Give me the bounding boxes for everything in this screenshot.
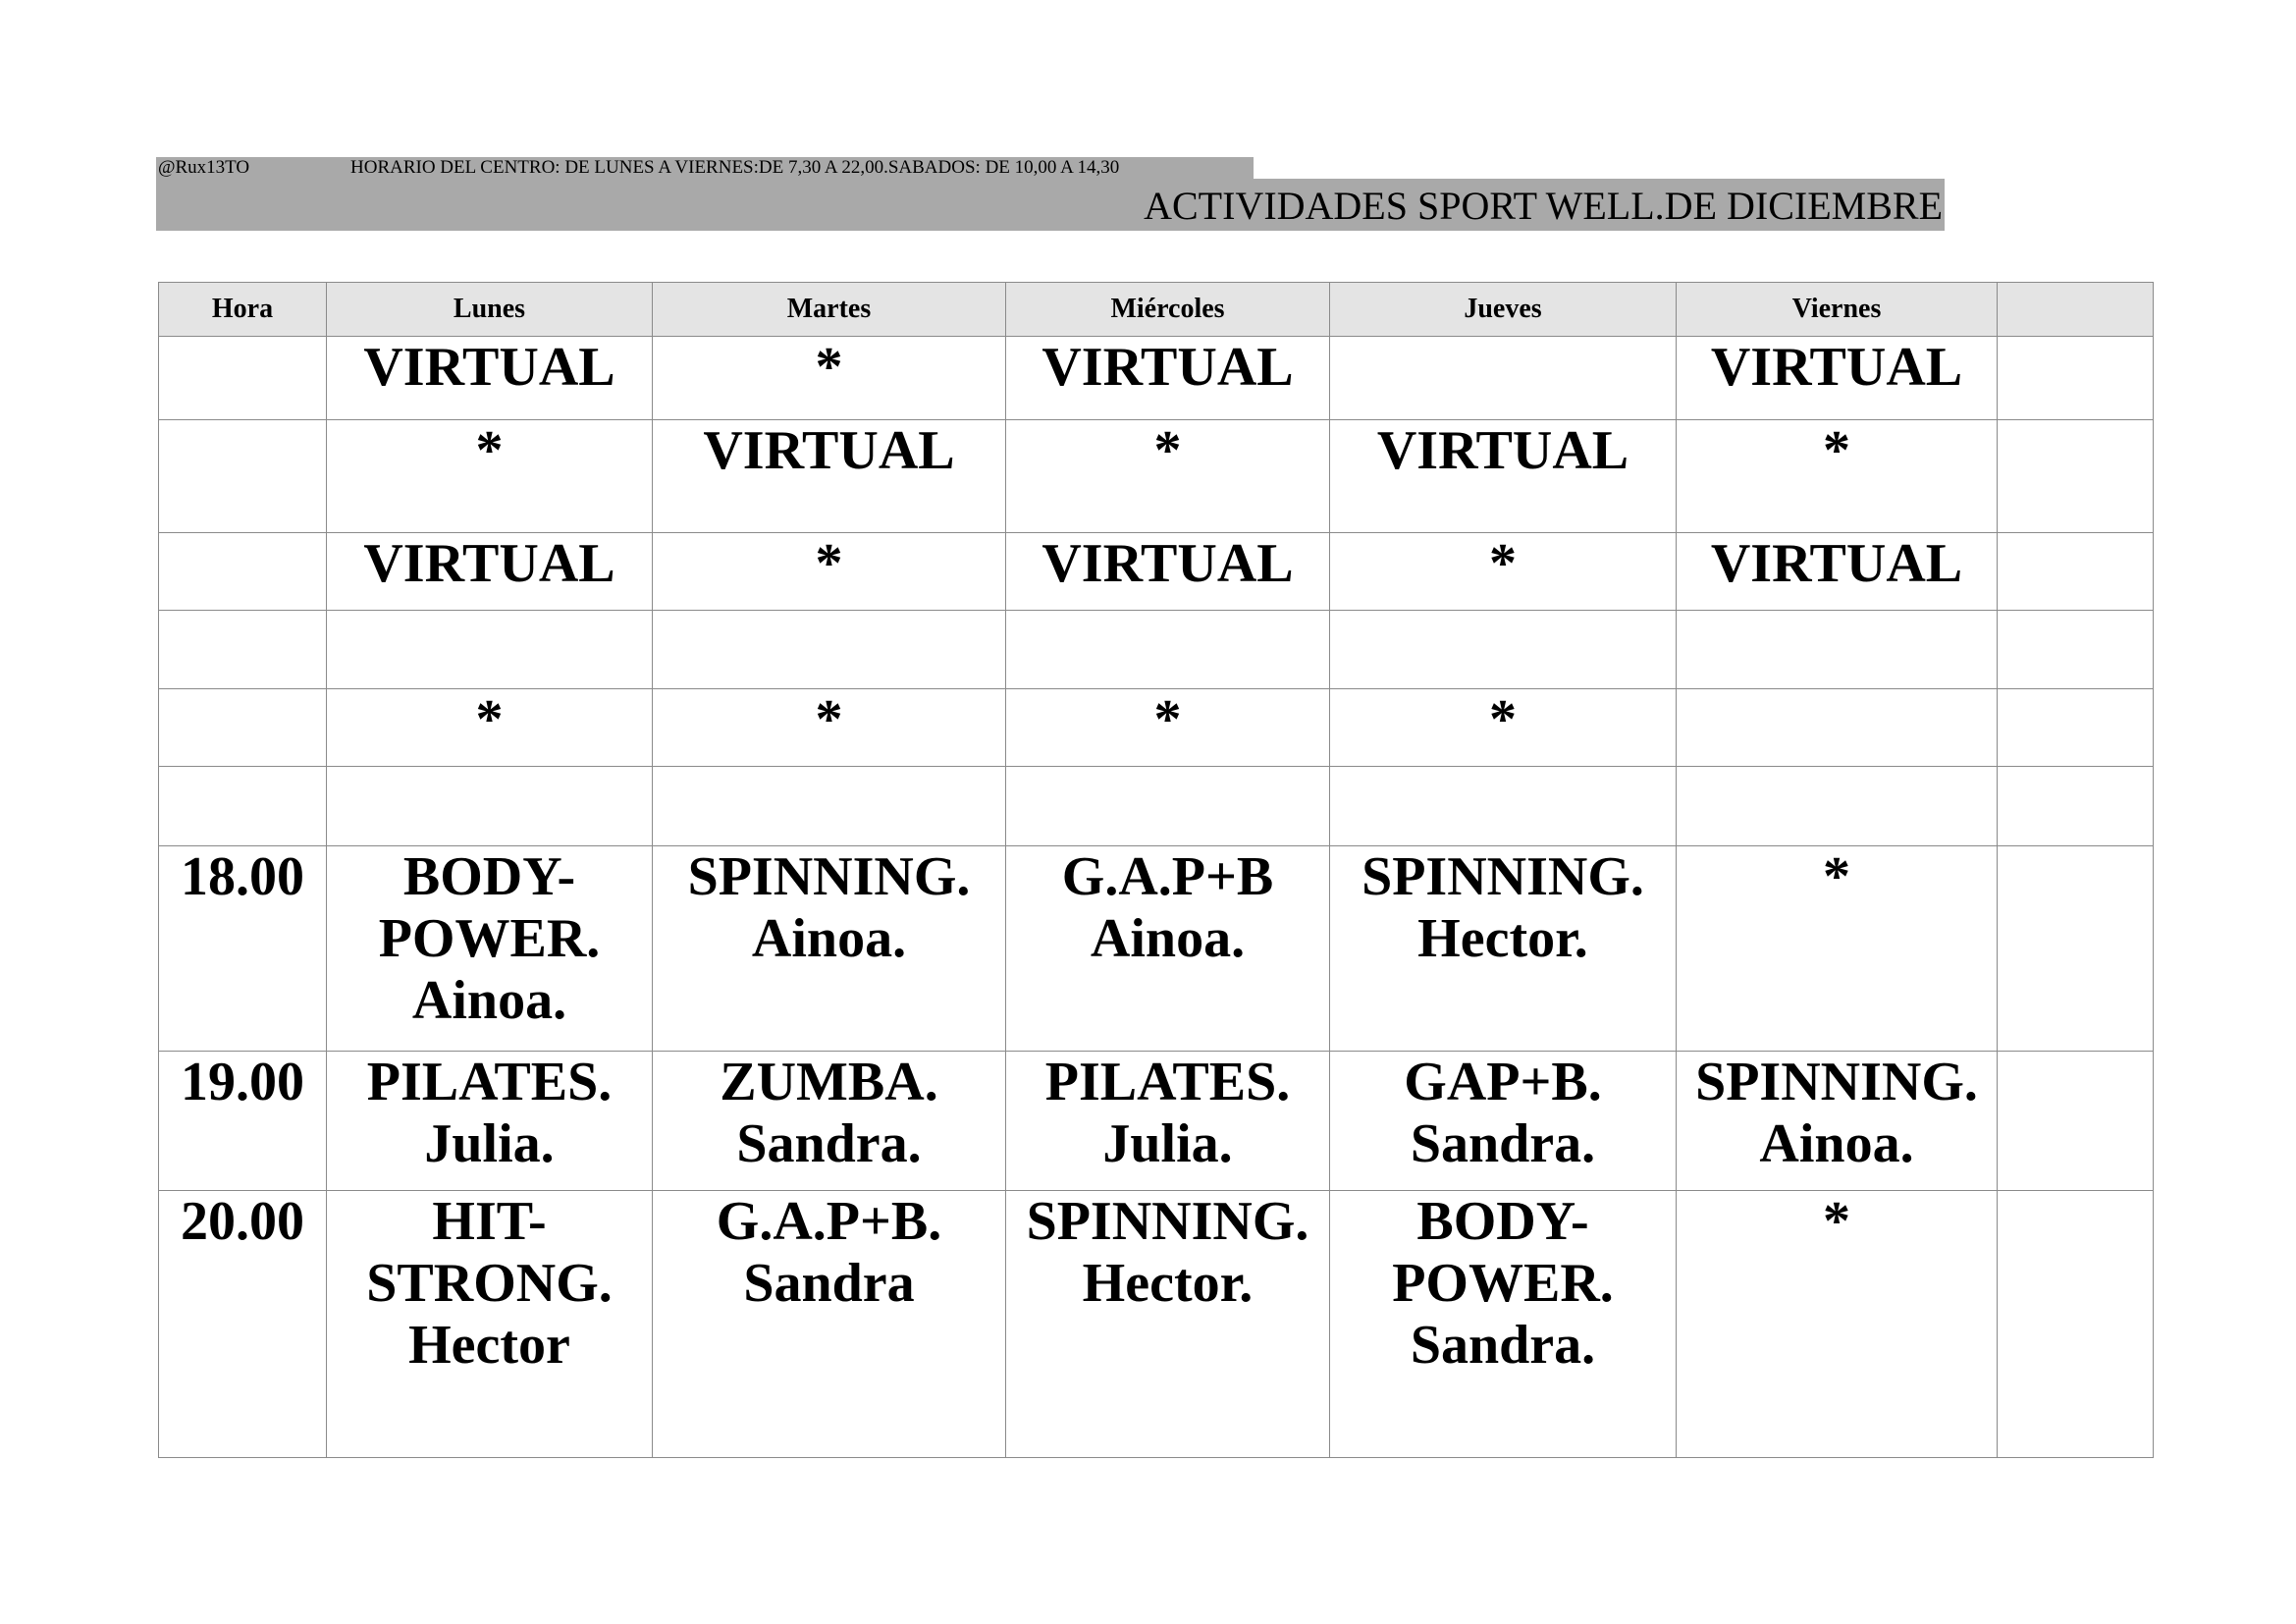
class-cell xyxy=(1330,767,1677,846)
class-cell xyxy=(1330,533,1677,611)
class-cell-line: * xyxy=(815,337,843,398)
class-cell xyxy=(327,533,653,611)
class-cell-line: Sandra. xyxy=(1410,1113,1596,1174)
class-cell-line: POWER. xyxy=(378,908,601,969)
header-row xyxy=(159,283,2154,337)
class-cell-line: * xyxy=(815,689,843,750)
class-cell xyxy=(1998,767,2154,846)
table-row xyxy=(159,1052,2154,1191)
class-cell xyxy=(1006,689,1330,767)
class-cell-line: * xyxy=(1489,689,1517,750)
class-cell xyxy=(327,846,653,1052)
col-header-viernes: Viernes xyxy=(1677,283,1998,337)
class-cell-line: Hector xyxy=(408,1315,570,1376)
class-cell xyxy=(1677,420,1998,533)
class-cell xyxy=(1006,611,1330,689)
class-cell xyxy=(1677,533,1998,611)
class-cell xyxy=(653,1191,1006,1458)
title-bar xyxy=(156,179,1945,231)
class-cell xyxy=(1006,1191,1330,1458)
class-cell-line: * xyxy=(475,420,504,481)
col-header-extra xyxy=(1998,283,2154,337)
class-cell-line: * xyxy=(815,533,843,594)
col-header-jueves: Jueves xyxy=(1330,283,1677,337)
class-cell xyxy=(653,611,1006,689)
class-cell xyxy=(653,767,1006,846)
class-cell-line: STRONG. xyxy=(366,1253,613,1314)
class-cell-line: VIRTUAL xyxy=(1710,533,1963,594)
class-cell-line: VIRTUAL xyxy=(363,337,615,398)
class-cell xyxy=(1330,611,1677,689)
table-row xyxy=(159,533,2154,611)
class-cell xyxy=(1998,337,2154,420)
class-cell-line: BODY- xyxy=(402,846,576,907)
class-cell xyxy=(653,337,1006,420)
class-cell xyxy=(653,846,1006,1052)
class-cell-line: G.A.P+B xyxy=(1061,846,1274,907)
hour-cell xyxy=(159,420,327,533)
class-cell xyxy=(327,611,653,689)
class-cell xyxy=(1330,420,1677,533)
class-cell xyxy=(653,1052,1006,1191)
class-cell-line: GAP+B. xyxy=(1404,1052,1602,1112)
class-cell xyxy=(1998,689,2154,767)
class-cell xyxy=(1330,1052,1677,1191)
schedule-body xyxy=(159,337,2154,1458)
class-cell xyxy=(1998,611,2154,689)
class-cell xyxy=(1677,767,1998,846)
class-cell xyxy=(1677,1191,1998,1458)
class-cell xyxy=(327,689,653,767)
class-cell xyxy=(653,533,1006,611)
class-cell xyxy=(1006,420,1330,533)
class-cell xyxy=(1677,611,1998,689)
hour-cell xyxy=(159,689,327,767)
class-cell-line: SPINNING. xyxy=(1026,1191,1309,1252)
class-cell xyxy=(653,420,1006,533)
class-cell xyxy=(1006,846,1330,1052)
table-row xyxy=(159,1191,2154,1458)
class-cell xyxy=(327,337,653,420)
col-header-hora: Hora xyxy=(159,283,327,337)
author-tag: @Rux13TO xyxy=(158,157,250,178)
class-cell-line: Julia. xyxy=(1102,1113,1233,1174)
class-cell xyxy=(1006,1052,1330,1191)
class-cell xyxy=(1330,846,1677,1052)
class-cell xyxy=(653,689,1006,767)
class-cell-line: POWER. xyxy=(1392,1253,1614,1314)
class-cell-line: SPINNING. xyxy=(1695,1052,1978,1112)
class-cell xyxy=(1330,689,1677,767)
class-cell-line: * xyxy=(1489,533,1517,594)
class-cell-line: SPINNING. xyxy=(687,846,971,907)
class-cell-line: Ainoa. xyxy=(1090,908,1246,969)
class-cell xyxy=(1998,1191,2154,1458)
class-cell xyxy=(1998,420,2154,533)
hour-cell xyxy=(159,533,327,611)
table-row xyxy=(159,337,2154,420)
table-row xyxy=(159,767,2154,846)
table-row xyxy=(159,846,2154,1052)
class-cell-line: * xyxy=(1823,420,1850,481)
class-cell xyxy=(1998,533,2154,611)
class-cell xyxy=(1330,1191,1677,1458)
class-cell-line: G.A.P+B. xyxy=(716,1191,942,1252)
class-cell xyxy=(327,1052,653,1191)
col-header-martes: Martes xyxy=(653,283,1006,337)
class-cell-line: * xyxy=(1823,846,1850,907)
class-cell xyxy=(1677,846,1998,1052)
class-cell-line: Ainoa. xyxy=(411,970,567,1031)
class-cell-line: Julia. xyxy=(424,1113,555,1174)
class-cell-line: ZUMBA. xyxy=(720,1052,938,1112)
class-cell xyxy=(1006,767,1330,846)
class-cell xyxy=(1677,689,1998,767)
class-cell-line: Sandra xyxy=(743,1253,915,1314)
center-hours-text: HORARIO DEL CENTRO: DE LUNES A VIERNES:DE 7,30 A 22,00.SABADOS: DE 10,00 A 14,30 xyxy=(350,157,1120,178)
class-cell-line: VIRTUAL xyxy=(1041,533,1294,594)
class-cell-line: SPINNING. xyxy=(1362,846,1644,907)
class-cell-line: Hector. xyxy=(1417,908,1588,969)
class-cell xyxy=(1006,337,1330,420)
class-cell-line: Sandra. xyxy=(736,1113,922,1174)
class-cell-line: VIRTUAL xyxy=(703,420,955,481)
class-cell xyxy=(327,767,653,846)
class-cell xyxy=(1006,533,1330,611)
class-cell xyxy=(1330,337,1677,420)
class-cell xyxy=(1998,1052,2154,1191)
class-cell xyxy=(327,1191,653,1458)
hour-cell xyxy=(159,337,327,420)
class-cell-line: Hector. xyxy=(1082,1253,1254,1314)
col-header-lunes: Lunes xyxy=(327,283,653,337)
class-cell-line: Ainoa. xyxy=(751,908,907,969)
class-cell-line: VIRTUAL xyxy=(363,533,615,594)
schedule-table xyxy=(158,282,2154,1458)
hour-cell: 19.00 xyxy=(159,1052,327,1191)
class-cell xyxy=(1998,846,2154,1052)
hour-cell: 18.00 xyxy=(159,846,327,1052)
class-cell-line: * xyxy=(1153,689,1182,750)
class-cell-line: Sandra. xyxy=(1410,1315,1596,1376)
page-title: ACTIVIDADES SPORT WELL.DE DICIEMBRE xyxy=(1144,184,1943,228)
center-hours-bar xyxy=(156,157,1254,179)
class-cell-line: PILATES. xyxy=(1044,1052,1291,1112)
table-row xyxy=(159,689,2154,767)
hour-cell xyxy=(159,611,327,689)
class-cell-line: VIRTUAL xyxy=(1376,420,1629,481)
class-cell-line: BODY- xyxy=(1416,1191,1589,1252)
class-cell-line: HIT- xyxy=(432,1191,547,1252)
hour-cell: 20.00 xyxy=(159,1191,327,1458)
class-cell xyxy=(327,420,653,533)
class-cell xyxy=(1677,1052,1998,1191)
class-cell-line: PILATES. xyxy=(366,1052,613,1112)
hour-cell xyxy=(159,767,327,846)
table-row xyxy=(159,611,2154,689)
class-cell-line: VIRTUAL xyxy=(1041,337,1294,398)
table-row xyxy=(159,420,2154,533)
class-cell xyxy=(1677,337,1998,420)
class-cell-line: VIRTUAL xyxy=(1710,337,1963,398)
class-cell-line: * xyxy=(475,689,504,750)
col-header-miercoles: Miércoles xyxy=(1006,283,1330,337)
class-cell-line: * xyxy=(1153,420,1182,481)
class-cell-line: Ainoa. xyxy=(1759,1113,1914,1174)
class-cell-line: * xyxy=(1823,1191,1850,1252)
